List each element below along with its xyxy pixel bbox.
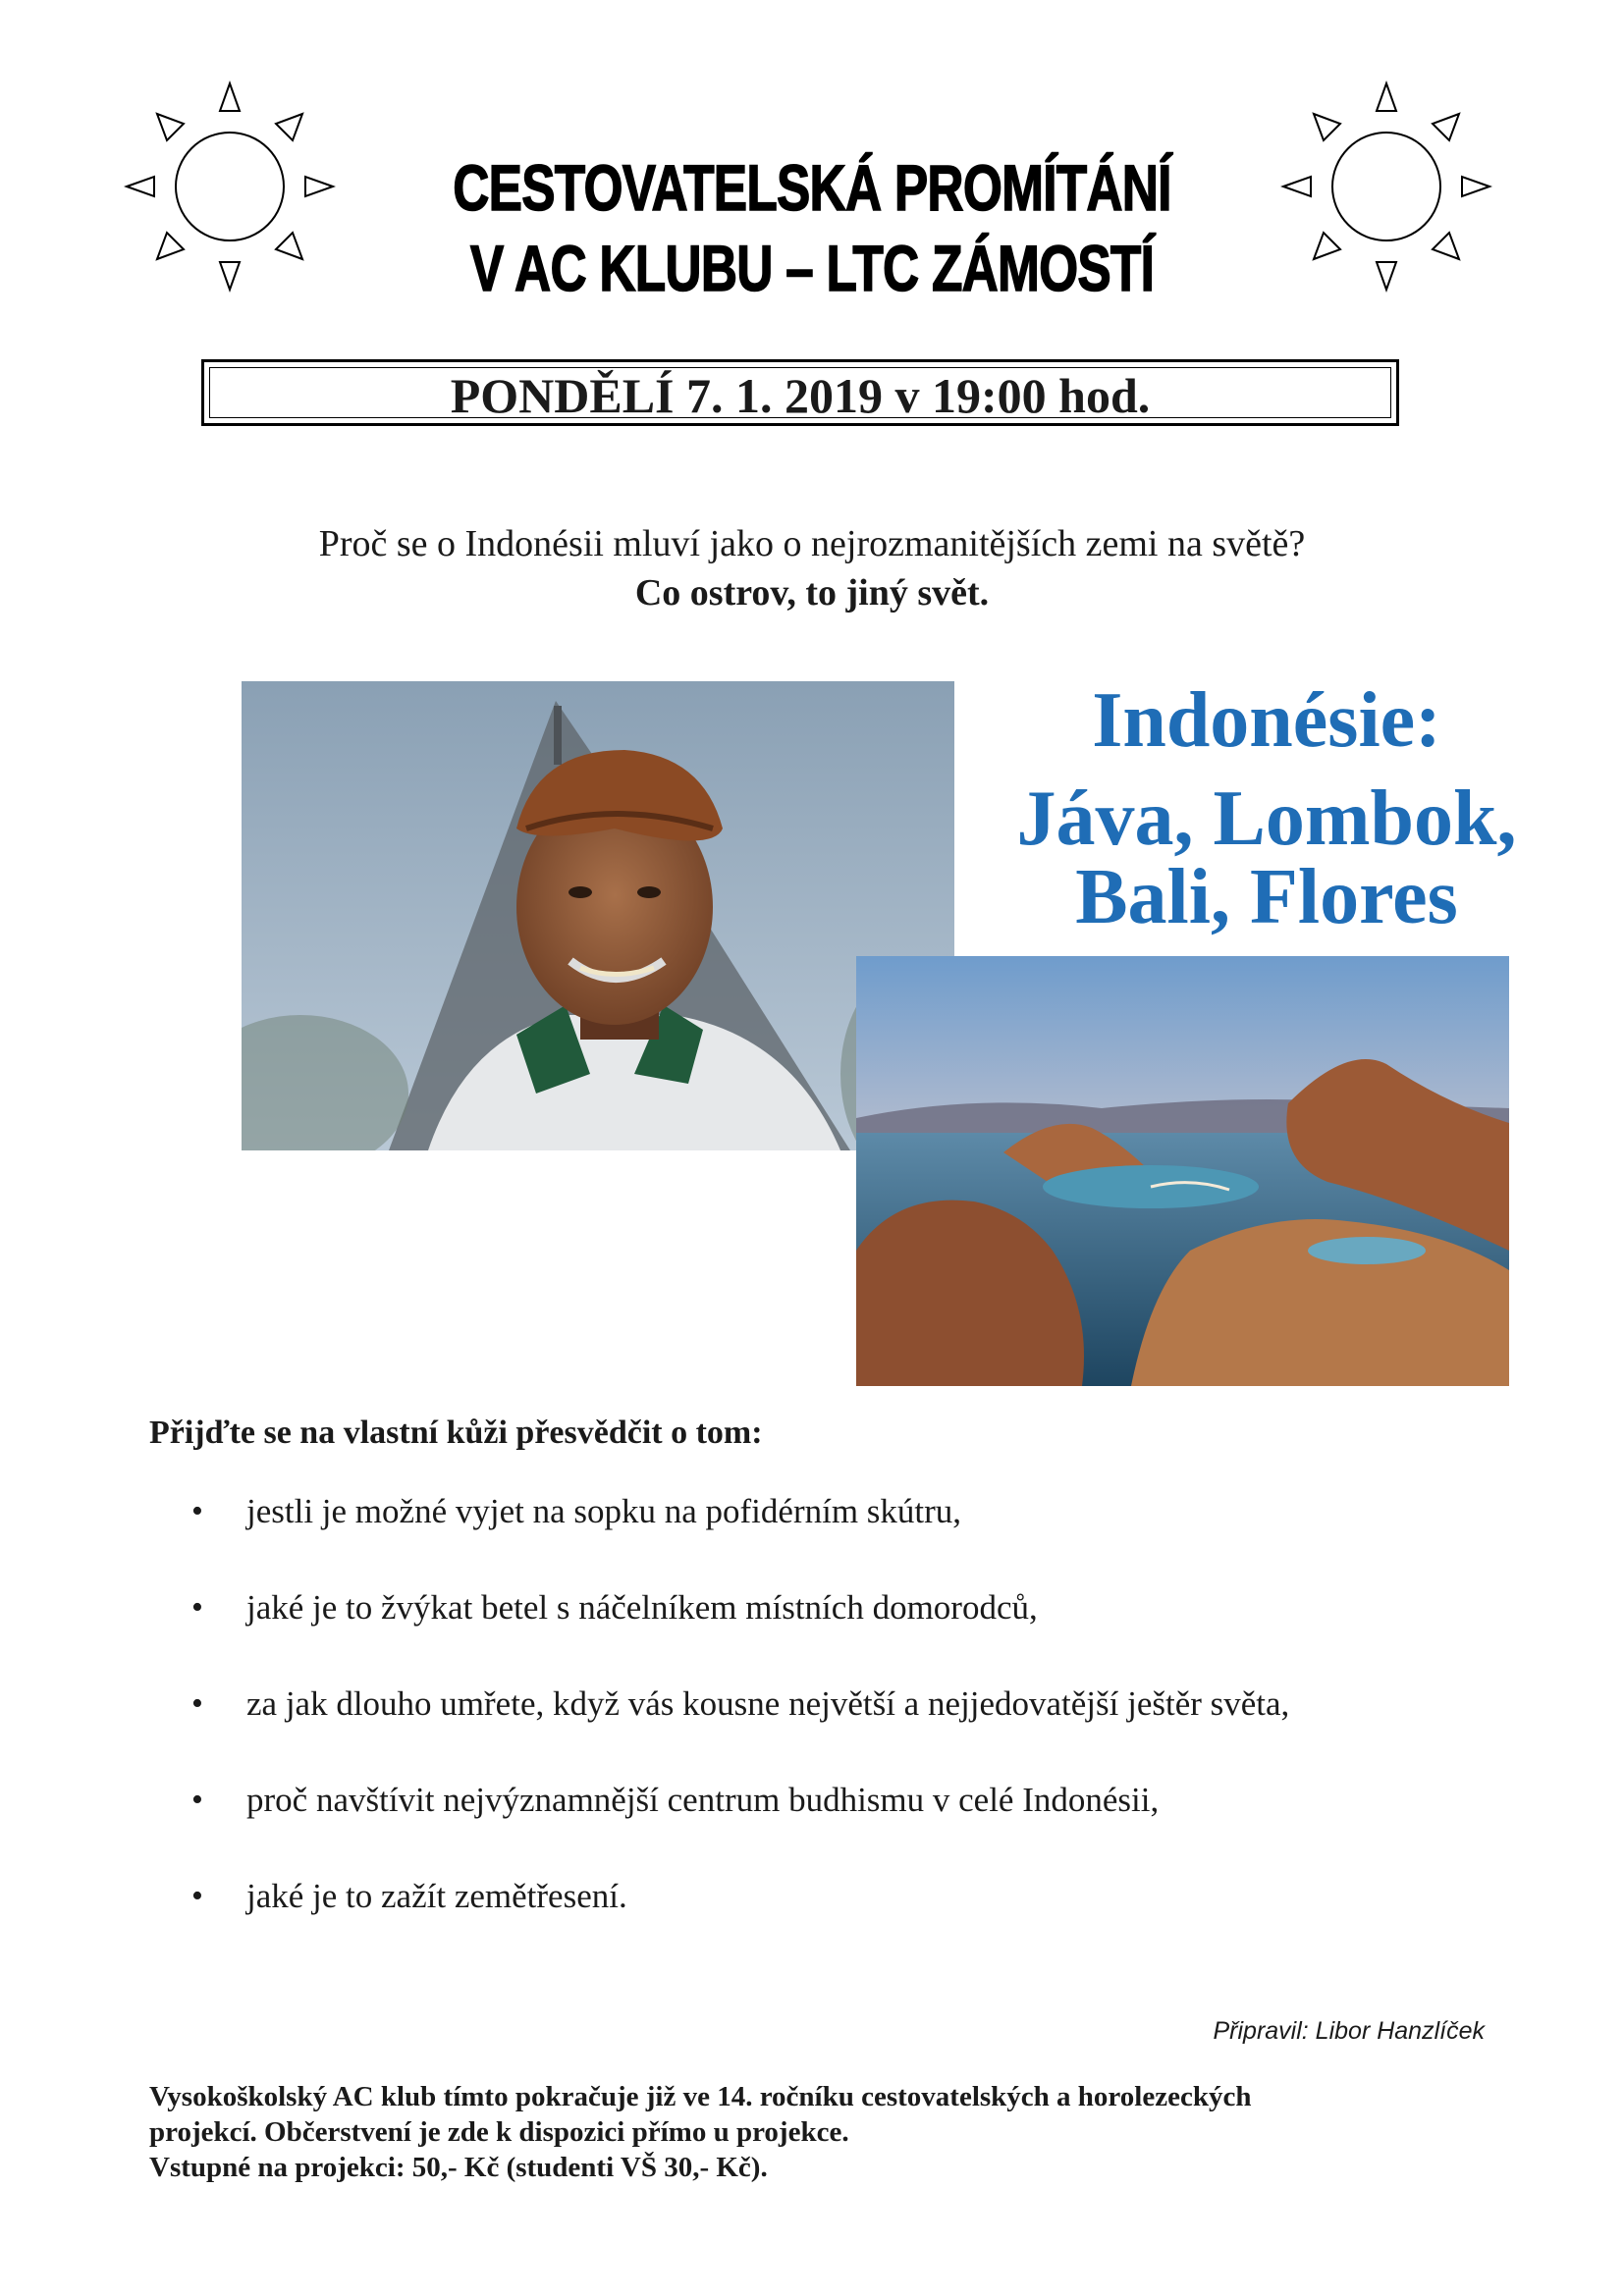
footer-line3: Vstupné na projekci: 50,- Kč (studenti VŠ 30,- Kč). [149,2152,768,2183]
footer-note [149,2079,1504,2185]
bullet-list [191,1490,1289,1971]
sun-icon [122,79,338,294]
portrait-photo [242,681,954,1150]
list-item: • jestli je možné vyjet na sopku na pofidérním skútru, [191,1490,1289,1586]
prepared-by: Připravil: Libor Hanzlíček [1213,2017,1485,2045]
destination-line2: Jáva, Lombok, [1016,775,1517,862]
destination-line3: Bali, Flores [1075,854,1458,940]
intro-question: Proč se o Indonésii mluví jako o nejrozmanitějších zemi na světě? [318,523,1306,564]
list-item: • proč navštívit nejvýznamnější centrum budhismu v celé Indonésii, [191,1779,1289,1875]
list-item: • jaké je to zažít zemětřesení. [191,1875,1289,1971]
landscape-photo [856,956,1509,1386]
destination-line1: Indonésie: [1092,677,1441,764]
footer-line1: Vysokoškolský AC klub tímto pokračuje již ve 14. ročníku cestovatelských a horolezeckých [149,2081,1252,2112]
intro-tagline: Co ostrov, to jiný svět. [634,572,990,614]
lead-sentence: Přijďte se na vlastní kůži přesvědčit o tom: [149,1415,763,1451]
list-item: • za jak dlouho umřete, když vás kousne největší a nejjedovatější ještěr světa, [191,1682,1289,1779]
list-item: • jaké je to žvýkat betel s náčelníkem místních domorodců, [191,1586,1289,1682]
sun-icon [1278,79,1494,294]
page-title-line2: V AC KLUBU – LTC ZÁMOSTÍ [469,232,1155,304]
page-title-line1: CESTOVATELSKÁ PROMÍTÁNÍ [453,151,1171,224]
event-date: PONDĚLÍ 7. 1. 2019 v 19:00 hod. [450,368,1151,423]
date-box [201,359,1399,426]
footer-line2: projekcí. Občerstvení je zde k dispozici přímo u projekce. [149,2116,849,2148]
